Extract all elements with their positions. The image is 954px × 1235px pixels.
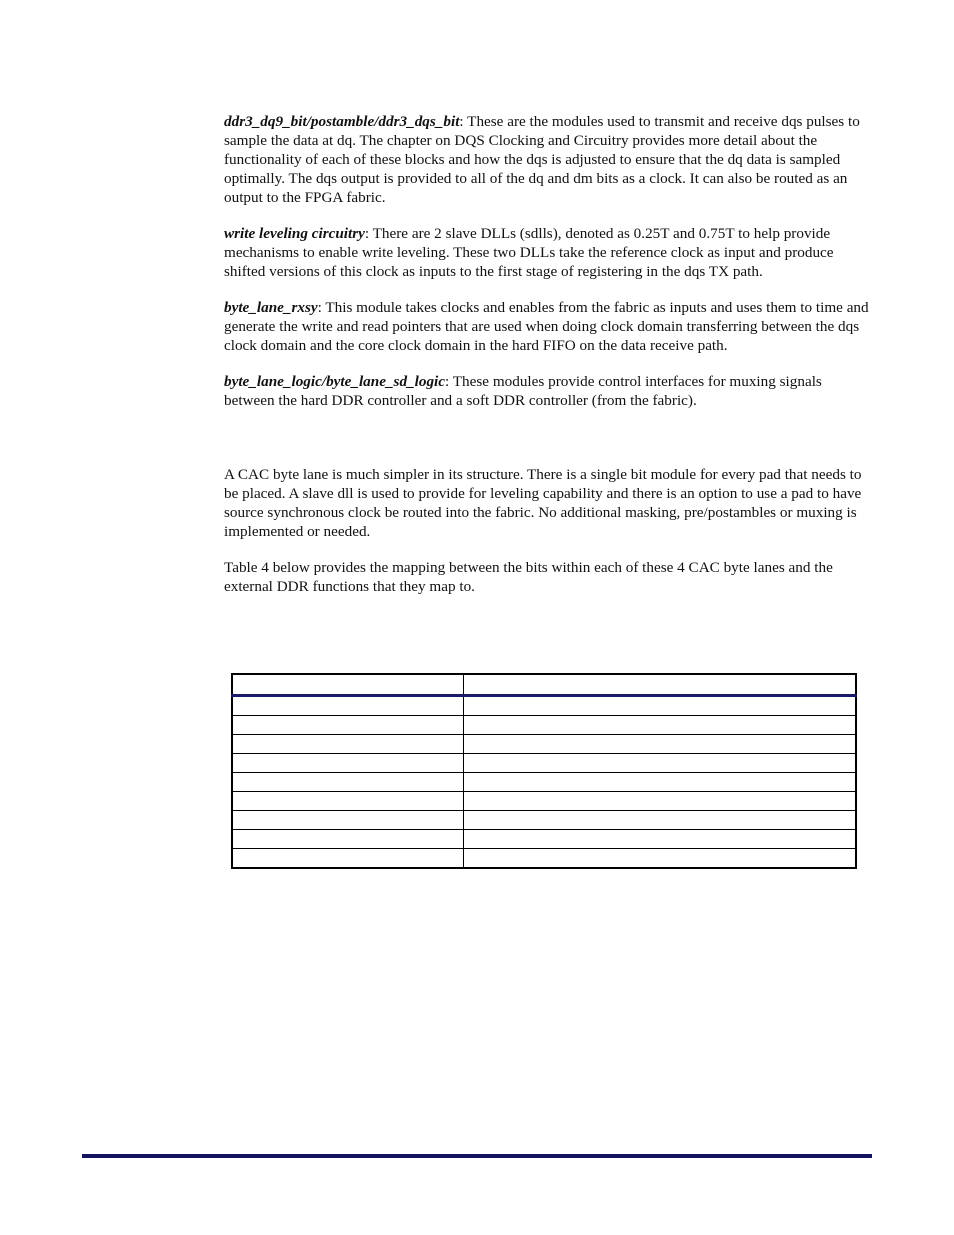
table-cell bbox=[464, 849, 857, 869]
table-row bbox=[232, 792, 856, 811]
paragraph-text: : This module takes clocks and enables from the fabric as inputs and uses them to time and generate the write and read pointers that are used when doing clock domain transferring between the dqs clock domain and the core clock domain in the hard FIFO on the data receive path. bbox=[224, 299, 869, 354]
table-cell bbox=[464, 696, 857, 716]
table-row bbox=[232, 716, 856, 735]
section-gap bbox=[224, 427, 874, 465]
table-cell bbox=[464, 754, 857, 773]
table-cell bbox=[232, 773, 464, 792]
table-cell bbox=[232, 674, 464, 696]
table-row bbox=[232, 696, 856, 716]
term-dqs-modules: ddr3_dq9_bit/postamble/ddr3_dqs_bit bbox=[224, 113, 460, 130]
table-cell bbox=[232, 716, 464, 735]
term-byte-lane-logic: byte_lane_logic/byte_lane_sd_logic bbox=[224, 373, 446, 390]
table-row bbox=[232, 811, 856, 830]
cac-mapping-table bbox=[231, 673, 857, 869]
table-cell bbox=[464, 735, 857, 754]
table-cell bbox=[464, 773, 857, 792]
table-row bbox=[232, 773, 856, 792]
table-row bbox=[232, 754, 856, 773]
paragraph-dqs-modules bbox=[224, 112, 874, 207]
paragraph-text: A CAC byte lane is much simpler in its structure. There is a single bit module for every pad that needs to be placed. A slave dll is used to provide for leveling capability and there is an option to use a pad to have source synchronous clock be routed into the fabric. No additional masking, pre/postambles or muxing is implemented or needed. bbox=[224, 466, 862, 540]
table-row bbox=[232, 830, 856, 849]
table-cell bbox=[232, 735, 464, 754]
paragraph-byte-lane-logic bbox=[224, 372, 874, 410]
table-cell bbox=[232, 792, 464, 811]
table-cell bbox=[464, 811, 857, 830]
table-cell bbox=[464, 716, 857, 735]
paragraph-text: : These modules provide control interfaces for muxing signals between the hard DDR controller and a soft DDR controller (from the fabric). bbox=[224, 373, 822, 409]
term-byte-lane-rxsy: byte_lane_rxsy bbox=[224, 299, 318, 316]
table-cell bbox=[232, 696, 464, 716]
paragraph-text: : There are 2 slave DLLs (sdlls), denoted as 0.25T and 0.75T to help provide mechanisms to enable write leveling. These two DLLs take the reference clock as input and produce shifted versions of this clock as inputs to the first stage of registering in the dqs TX path. bbox=[224, 225, 834, 280]
paragraph-table-intro bbox=[224, 558, 874, 596]
paragraph-write-leveling bbox=[224, 224, 874, 281]
table-cell bbox=[232, 811, 464, 830]
paragraph-text: Table 4 below provides the mapping between the bits within each of these 4 CAC byte lanes and the external DDR functions that they map to. bbox=[224, 559, 833, 595]
table-row bbox=[232, 735, 856, 754]
paragraph-cac-byte-lane bbox=[224, 465, 874, 541]
paragraph-text: : These are the modules used to transmit and receive dqs pulses to sample the data at dq. The chapter on DQS Clocking and Circuitry provides more detail about the functionality of each of these blocks and how the dqs is adjusted to ensure that the dq data is sampled optimally. The dqs output is provided to all of the dq and dm bits as a clock. It can also be routed as an output to the FPGA fabric. bbox=[224, 113, 860, 206]
table-cell bbox=[464, 674, 857, 696]
document-body bbox=[224, 112, 874, 613]
table-cell bbox=[232, 849, 464, 869]
table-cell bbox=[464, 792, 857, 811]
term-write-leveling: write leveling circuitry bbox=[224, 225, 365, 242]
footer-rule bbox=[82, 1154, 872, 1158]
table-cell bbox=[232, 830, 464, 849]
paragraph-byte-lane-rxsy bbox=[224, 298, 874, 355]
table-header-row bbox=[232, 674, 856, 696]
table-row bbox=[232, 849, 856, 869]
table-cell bbox=[232, 754, 464, 773]
table-cell bbox=[464, 830, 857, 849]
